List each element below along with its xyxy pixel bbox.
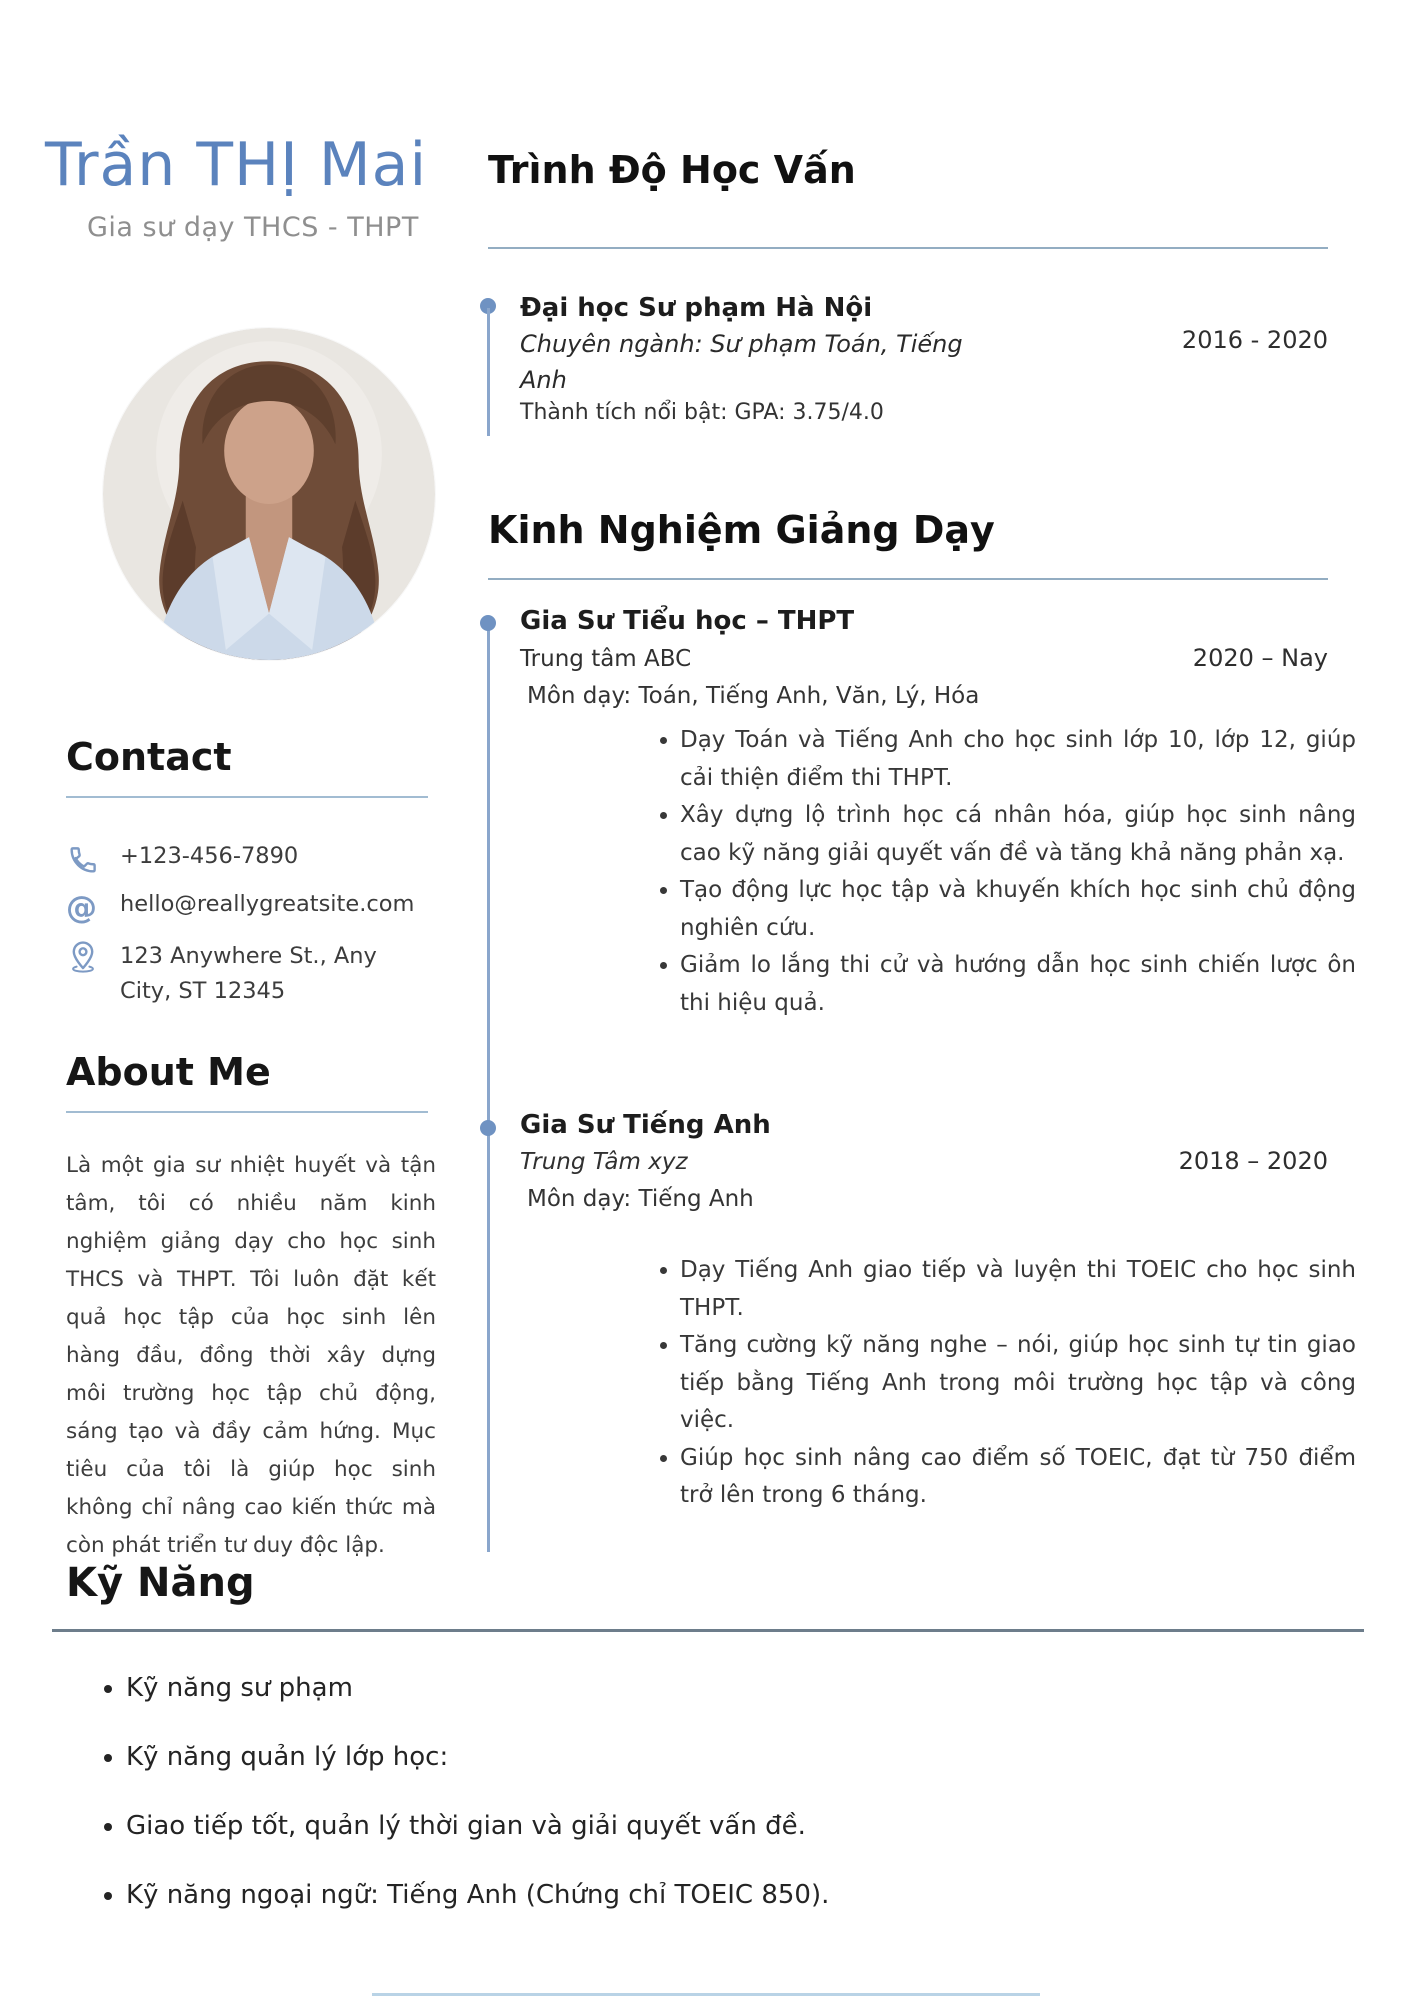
phone-icon bbox=[66, 843, 100, 877]
experience-2-bullets bbox=[652, 1252, 1356, 1515]
contact-item-phone bbox=[66, 843, 436, 877]
experience-2-subjects: Môn dạy: Tiếng Anh bbox=[527, 1186, 754, 1212]
about-heading: About Me bbox=[66, 1050, 271, 1094]
bullet-item: • Dạy Tiếng Anh giao tiếp và luyện thi TOEIC cho học sinh THPT. bbox=[680, 1252, 1356, 1327]
experience-2-org: Trung Tâm xyz bbox=[520, 1149, 688, 1175]
person-title: Gia sư dạy THCS - THPT bbox=[87, 212, 419, 243]
experience-heading: Kinh Nghiệm Giảng Dạy bbox=[488, 508, 995, 552]
about-underline bbox=[66, 1111, 428, 1113]
bullet-item: • Giảm lo lắng thi cử và hướng dẫn học sinh chiến lược ôn thi hiệu quả. bbox=[680, 947, 1356, 1022]
experience-1-bullets bbox=[652, 722, 1356, 1022]
skills-underline bbox=[52, 1629, 1364, 1632]
skill-item: • Kỹ năng sư phạm bbox=[126, 1672, 1366, 1705]
contact-phone-text: +123-456-7890 bbox=[120, 843, 299, 869]
contact-item-email bbox=[66, 891, 446, 925]
person-name: Trần THỊ Mai bbox=[45, 130, 428, 200]
education-heading: Trình Độ Học Vấn bbox=[488, 148, 856, 192]
skill-item: • Kỹ năng ngoại ngữ: Tiếng Anh (Chứng chỉ TOEIC 850). bbox=[126, 1879, 1366, 1912]
skills-heading: Kỹ Năng bbox=[66, 1560, 255, 1606]
contact-item-address bbox=[66, 939, 422, 1009]
education-school: Đại học Sư phạm Hà Nội bbox=[520, 293, 873, 323]
skill-item: • Kỹ năng quản lý lớp học: bbox=[126, 1741, 1366, 1774]
experience-1-subjects: Môn dạy: Toán, Tiếng Anh, Văn, Lý, Hóa bbox=[527, 683, 980, 709]
timeline-line-experience bbox=[487, 625, 490, 1552]
timeline-dot-experience-1 bbox=[480, 615, 496, 631]
skill-item: • Giao tiếp tốt, quản lý thời gian và giải quyết vấn đề. bbox=[126, 1810, 1366, 1843]
bullet-item: • Dạy Toán và Tiếng Anh cho học sinh lớp 10, lớp 12, giúp cải thiện điểm thi THPT. bbox=[680, 722, 1356, 797]
education-major: Chuyên ngành: Sư phạm Toán, Tiếng Anh bbox=[520, 330, 963, 394]
education-dates: 2016 - 2020 bbox=[1181, 326, 1328, 354]
education-achievement: Thành tích nổi bật: GPA: 3.75/4.0 bbox=[520, 400, 884, 425]
experience-1-role: Gia Sư Tiểu học – THPT bbox=[520, 606, 855, 636]
about-text: Là một gia sư nhiệt huyết và tận tâm, tôi có nhiều năm kinh nghiệm giảng dạy cho học sinh THCS và THPT. Tôi luôn đặt kết quả học tập của học sinh lên hàng đầu, đồng thời xây dựng môi trường học tập chủ động, sáng tạo và đầy cảm hứng. Mục tiêu của tôi là giúp học sinh không chỉ nâng cao kiến thức mà còn phát triển tư duy độc lập. bbox=[66, 1153, 436, 1558]
experience-1-org: Trung tâm ABC bbox=[520, 646, 692, 672]
profile-photo-illustration bbox=[103, 328, 435, 660]
experience-underline bbox=[488, 578, 1328, 580]
timeline-line-education bbox=[487, 308, 490, 436]
timeline-dot-experience-2 bbox=[480, 1120, 496, 1136]
contact-address-text: 123 Anywhere St., Any City, ST 12345 bbox=[120, 943, 377, 1004]
contact-heading: Contact bbox=[66, 735, 232, 779]
email-icon: @ bbox=[66, 890, 97, 926]
bullet-item: • Tăng cường kỹ năng nghe – nói, giúp học sinh tự tin giao tiếp bằng Tiếng Anh trong môi trường học tập và công việc. bbox=[680, 1327, 1356, 1440]
bullet-item: • Tạo động lực học tập và khuyến khích học sinh chủ động nghiên cứu. bbox=[680, 872, 1356, 947]
experience-2-role: Gia Sư Tiếng Anh bbox=[520, 1110, 771, 1140]
education-underline bbox=[488, 247, 1328, 249]
experience-1-dates: 2020 – Nay bbox=[1192, 644, 1328, 672]
bullet-item: • Giúp học sinh nâng cao điểm số TOEIC, đạt từ 750 điểm trở lên trong 6 tháng. bbox=[680, 1440, 1356, 1515]
skills-list bbox=[92, 1672, 1366, 1948]
experience-2-dates: 2018 – 2020 bbox=[1178, 1147, 1328, 1175]
profile-photo bbox=[103, 328, 435, 660]
contact-email-text: hello@reallygreatsite.com bbox=[120, 891, 415, 917]
bottom-partial-rule bbox=[372, 1993, 1040, 1996]
bullet-item: • Xây dựng lộ trình học cá nhân hóa, giúp học sinh nâng cao kỹ năng giải quyết vấn đề và tăng khả năng phản xạ. bbox=[680, 797, 1356, 872]
contact-underline bbox=[66, 796, 428, 798]
location-icon bbox=[66, 939, 100, 973]
